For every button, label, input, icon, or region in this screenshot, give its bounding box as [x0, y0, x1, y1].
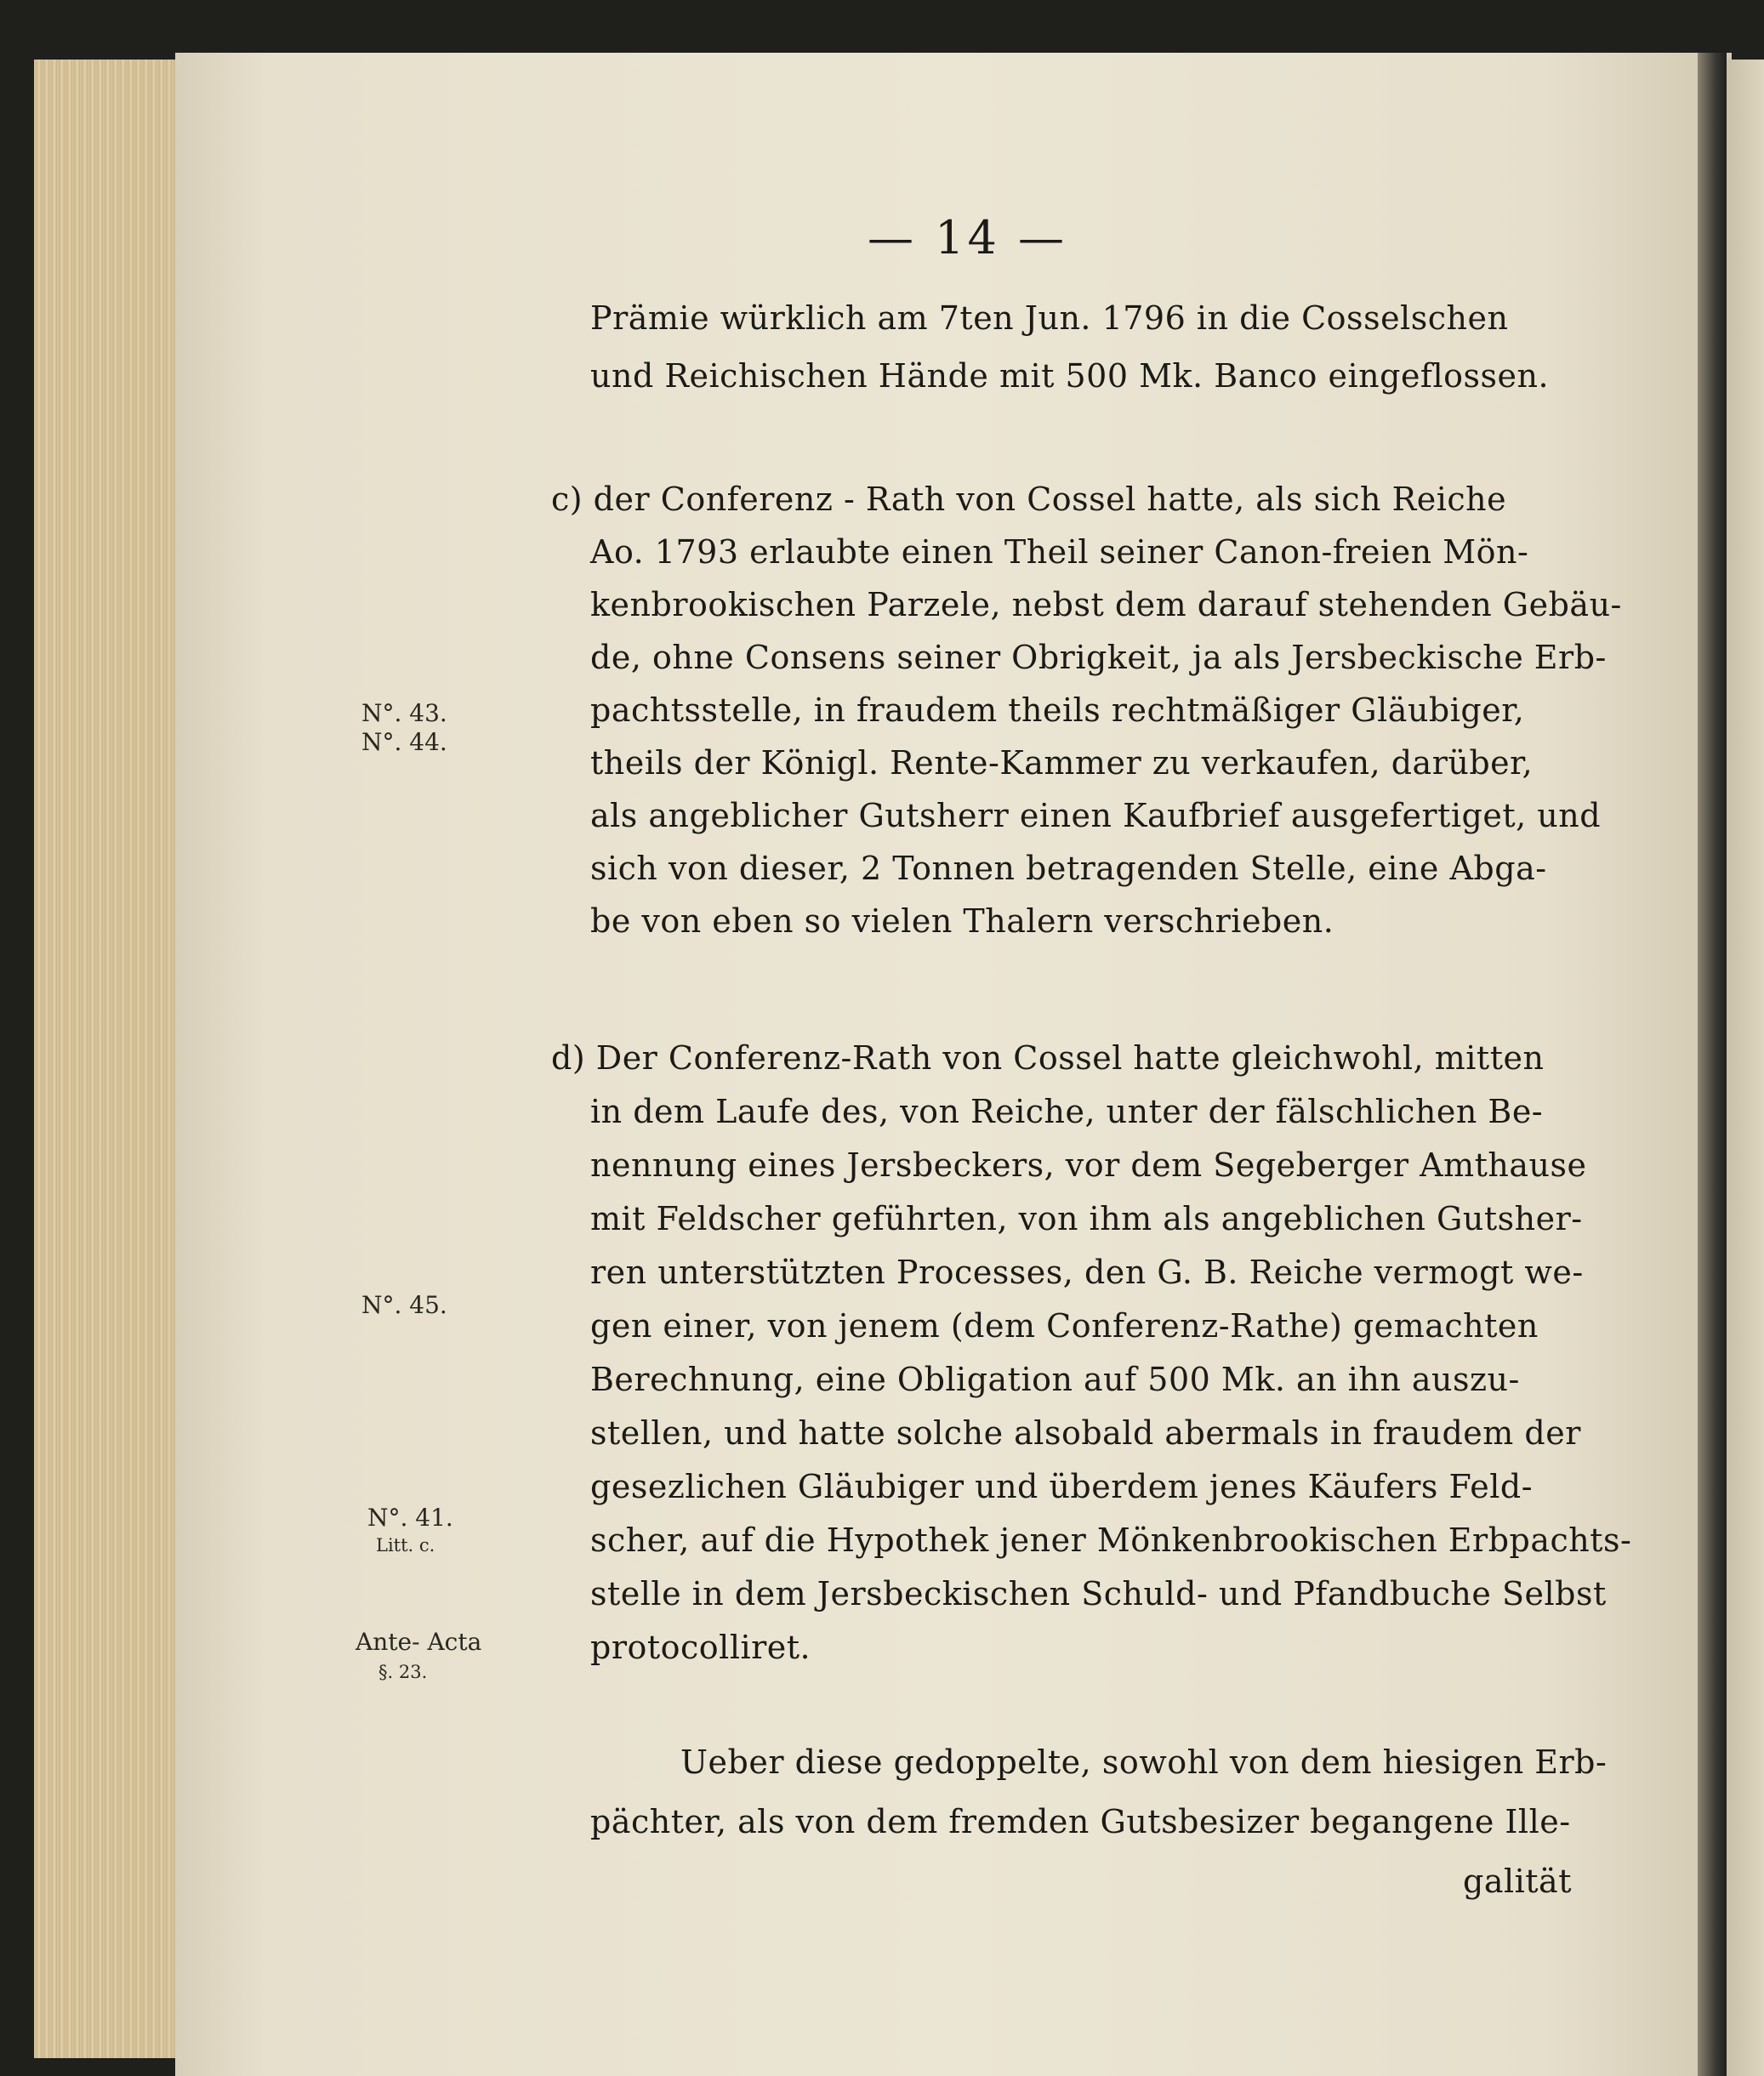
- text-line: gesezlichen Gläubiger und überdem jenes Käufers Feld-: [590, 1468, 1534, 1505]
- text-line: galität: [1463, 1863, 1572, 1900]
- text-line: als angeblicher Gutsherr einen Kaufbrief ausgefertiget, und: [590, 797, 1602, 834]
- margin-note: N°. 41.: [367, 1504, 453, 1532]
- text-line: protocolliret.: [590, 1629, 811, 1666]
- text-line: sich von dieser, 2 Tonnen betragenden Stelle, eine Abga-: [590, 850, 1547, 887]
- text-line: mit Feldscher geführten, von ihm als angeblichen Gutsher-: [590, 1200, 1583, 1237]
- margin-note: §. 23.: [378, 1662, 428, 1682]
- text-line: de, ohne Consens seiner Obrigkeit, ja als Jersbeckische Erb-: [590, 639, 1607, 676]
- text-line: kenbrookischen Parzele, nebst dem darauf stehenden Gebäu-: [590, 586, 1622, 623]
- margin-note: N°. 44.: [361, 728, 447, 756]
- text-line: theils der Königl. Rente-Kammer zu verkaufen, darüber,: [590, 744, 1534, 782]
- text-line: d) Der Conferenz-Rath von Cossel hatte gleichwohl, mitten: [551, 1039, 1545, 1077]
- margin-note: N°. 45.: [361, 1291, 447, 1319]
- text-line: pachtsstelle, in fraudem theils rechtmäßiger Gläubiger,: [590, 691, 1525, 729]
- book-gutter: [1698, 53, 1727, 2076]
- text-line: scher, auf die Hypothek jener Mönkenbrookischen Erbpachts-: [590, 1521, 1632, 1559]
- text-line: pächter, als von dem fremden Gutsbesizer begangene Ille-: [590, 1803, 1571, 1840]
- text-line: stellen, und hatte solche alsobald abermals in fraudem der: [590, 1414, 1581, 1452]
- page-edges: [34, 60, 180, 2058]
- text-line: und Reichischen Hände mit 500 Mk. Banco eingeflossen.: [590, 357, 1550, 395]
- text-line: Ueber diese gedoppelte, sowohl von dem hiesigen Erb-: [680, 1743, 1608, 1781]
- text-line: gen einer, von jenem (dem Conferenz-Rathe) gemachten: [590, 1307, 1539, 1345]
- text-line: be von eben so vielen Thalern verschrieben.: [590, 902, 1334, 940]
- text-line: Berechnung, eine Obligation auf 500 Mk. an ihn auszu-: [590, 1361, 1520, 1398]
- text-line: Ao. 1793 erlaubte einen Theil seiner Canon-freien Mön-: [590, 533, 1529, 571]
- text-line: in dem Laufe des, von Reiche, unter der fälschlichen Be-: [590, 1093, 1544, 1130]
- facing-page-edge: [1727, 60, 1764, 2076]
- text-line: stelle in dem Jersbeckischen Schuld- und Pfandbuche Selbst: [590, 1575, 1607, 1612]
- margin-note: Litt. c.: [376, 1535, 435, 1556]
- text-line: nennung eines Jersbeckers, vor dem Segeberger Amthause: [590, 1146, 1587, 1184]
- text-line: Prämie würklich am 7ten Jun. 1796 in die Cosselschen: [590, 299, 1509, 337]
- text-line: ren unterstützten Processes, den G. B. Reiche vermogt we-: [590, 1254, 1584, 1291]
- margin-note: N°. 43.: [361, 699, 447, 727]
- page-number: — 14 —: [868, 211, 1068, 264]
- text-line: c) der Conferenz - Rath von Cossel hatte, als sich Reiche: [551, 481, 1507, 518]
- margin-note: Ante- Acta: [356, 1628, 482, 1656]
